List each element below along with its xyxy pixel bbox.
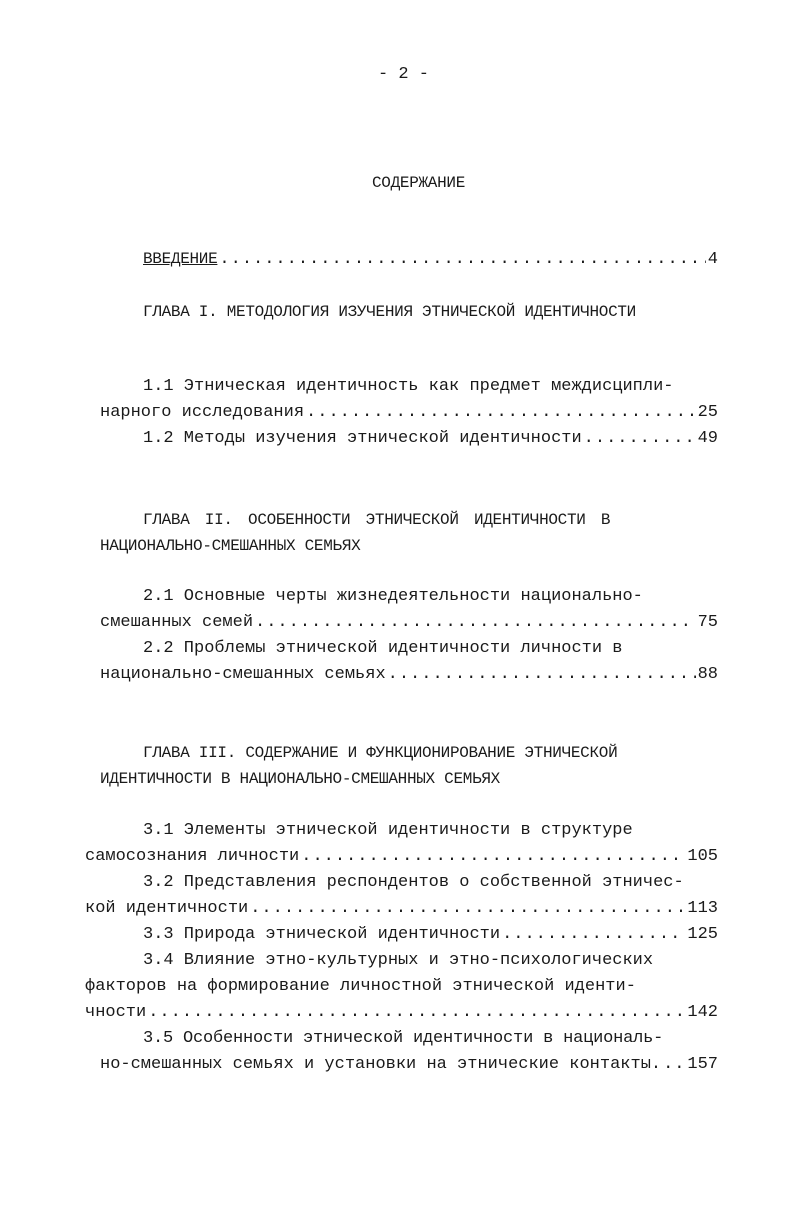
chapter-heading: ГЛАВА II. ОСОБЕННОСТИ ЭТНИЧЕСКОЙ ИДЕНТИЧНОСТИ В bbox=[143, 511, 611, 529]
page-title: СОДЕРЖАНИЕ bbox=[372, 174, 466, 192]
toc-entry-label: нарного исследования bbox=[100, 403, 305, 422]
chapter-heading: ГЛАВА III. СОДЕРЖАНИЕ И ФУНКЦИОНИРОВАНИЕ ЭТНИЧЕСКОЙ bbox=[143, 744, 618, 762]
leader-dots bbox=[388, 662, 696, 688]
toc-entry-page: 88 bbox=[697, 665, 718, 684]
toc-entry-label: кой идентичности bbox=[85, 899, 249, 918]
toc-entry-label: чности bbox=[85, 1003, 147, 1022]
leader-dots bbox=[250, 896, 685, 922]
leader-dots bbox=[584, 426, 696, 452]
toc-entry-label: 3.3 Природа этнической идентичности bbox=[143, 925, 501, 944]
leader-dots bbox=[219, 247, 705, 273]
toc-entry-section-3-5[interactable] bbox=[100, 1052, 718, 1078]
toc-entry-first-line: 3.4 Влияние этно-культурных и этно-психологических bbox=[143, 951, 654, 970]
toc-entry-section-3-2[interactable] bbox=[85, 896, 718, 922]
toc-entry-section-3-1[interactable] bbox=[85, 844, 718, 870]
toc-entry-first-line: 2.2 Проблемы этнической идентичности личности в bbox=[143, 639, 623, 658]
toc-entry-label: смешанных семей bbox=[100, 613, 254, 632]
leader-dots bbox=[502, 922, 685, 948]
toc-entry-page: 4 bbox=[707, 250, 718, 269]
toc-entry-page: 25 bbox=[697, 403, 718, 422]
leader-dots bbox=[306, 400, 696, 426]
toc-entry-first-line: 3.2 Представления респондентов о собственной этничес- bbox=[143, 873, 684, 892]
toc-entry-label: ВВЕДЕНИЕ bbox=[143, 250, 218, 268]
chapter-heading-cont: ИДЕНТИЧНОСТИ В НАЦИОНАЛЬНО-СМЕШАННЫХ СЕМЬЯХ bbox=[100, 770, 500, 788]
toc-entry-page: 105 bbox=[687, 847, 718, 866]
toc-entry-second-line: факторов на формирование личностной этнической иденти- bbox=[85, 977, 636, 996]
toc-entry-label: 1.2 Методы изучения этнической идентичности bbox=[143, 429, 582, 448]
toc-entry-section-1-1[interactable] bbox=[100, 400, 718, 426]
leader-dots bbox=[148, 1000, 685, 1026]
toc-entry-page: 49 bbox=[697, 429, 718, 448]
leader-dots bbox=[663, 1052, 685, 1078]
leader-dots bbox=[255, 610, 696, 636]
toc-entry-first-line: 1.1 Этническая идентичность как предмет междисципли- bbox=[143, 377, 674, 396]
toc-entry-page: 142 bbox=[687, 1003, 718, 1022]
toc-entry-section-2-2[interactable] bbox=[100, 662, 718, 688]
toc-entry-section-2-1[interactable] bbox=[100, 610, 718, 636]
chapter-heading-cont: НАЦИОНАЛЬНО-СМЕШАННЫХ СЕМЬЯХ bbox=[100, 537, 361, 555]
toc-entry-page: 125 bbox=[687, 925, 718, 944]
toc-entry-first-line: 2.1 Основные черты жизнедеятельности национально- bbox=[143, 587, 643, 606]
toc-entry-page: 113 bbox=[687, 899, 718, 918]
leader-dots bbox=[301, 844, 685, 870]
toc-entry-page: 75 bbox=[697, 613, 718, 632]
toc-entry-section-1-2[interactable] bbox=[143, 426, 718, 452]
toc-entry-first-line: 3.1 Элементы этнической идентичности в структуре bbox=[143, 821, 633, 840]
toc-entry-label: самосознания личности bbox=[85, 847, 300, 866]
toc-entry-section-3-4[interactable] bbox=[85, 1000, 718, 1026]
chapter-heading: ГЛАВА I. МЕТОДОЛОГИЯ ИЗУЧЕНИЯ ЭТНИЧЕСКОЙ ИДЕНТИЧНОСТИ bbox=[143, 303, 636, 321]
toc-entry-label: но-смешанных семьях и установки на этнические контакты. bbox=[100, 1055, 662, 1074]
page-number: - 2 - bbox=[378, 65, 430, 84]
toc-entry-section-3-3[interactable] bbox=[143, 922, 718, 948]
toc-entry-first-line: 3.5 Особенности этнической идентичности в националь- bbox=[143, 1029, 664, 1048]
toc-entry-intro[interactable] bbox=[143, 246, 718, 273]
toc-entry-page: 157 bbox=[687, 1055, 718, 1074]
toc-entry-label: национально-смешанных семьях bbox=[100, 665, 386, 684]
